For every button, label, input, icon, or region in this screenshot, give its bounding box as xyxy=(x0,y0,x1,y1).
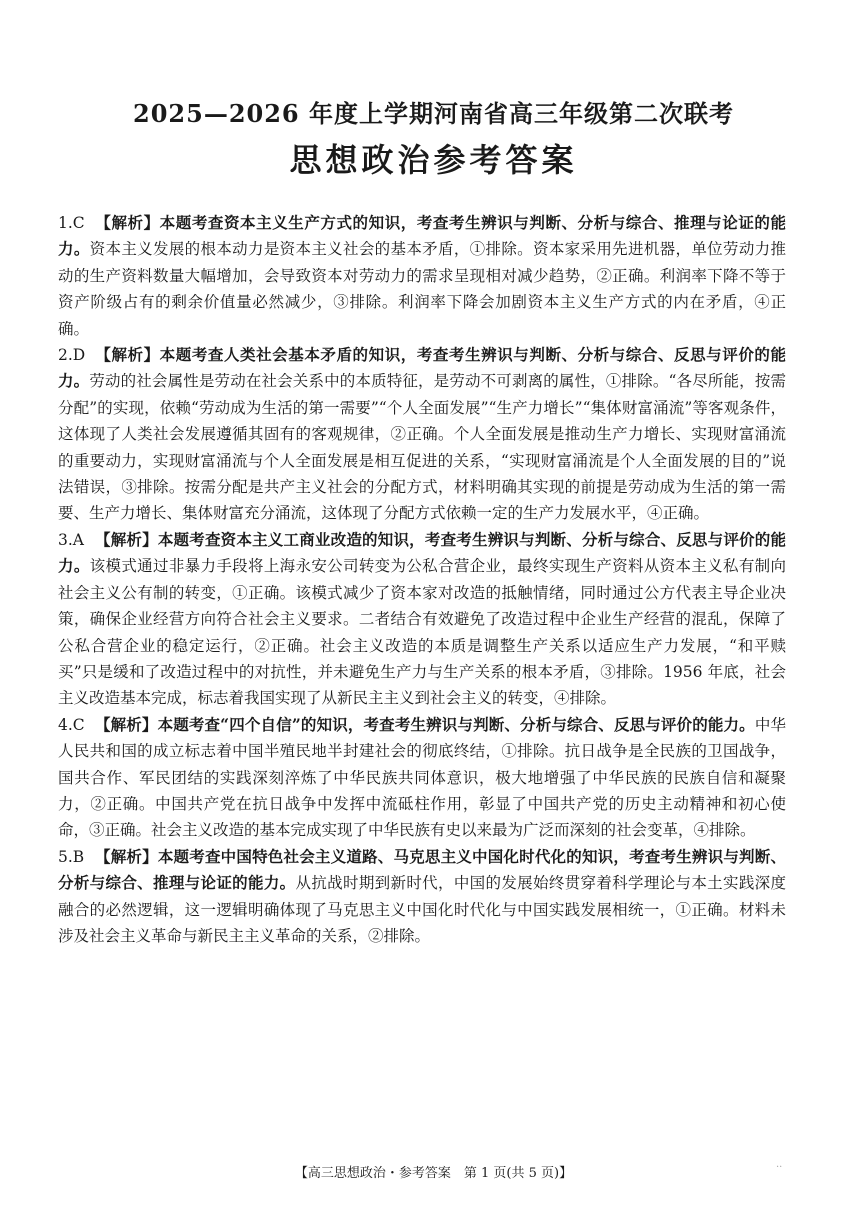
analysis-tag: 【解析】 xyxy=(94,714,158,734)
analysis-tag: 【解析】 xyxy=(94,846,158,866)
corner-mark: ·· xyxy=(776,1162,783,1173)
page-footer: 【高三思想政治・参考答案 第 1 页(共 5 页)】 xyxy=(294,1166,573,1181)
exam-title: 2025—2026 年度上学期河南省高三年级第二次联考 xyxy=(133,99,734,128)
answer-choice: A xyxy=(72,530,84,549)
answer-key-title: 思想政治参考答案 xyxy=(289,141,578,179)
answer-choice: D xyxy=(72,346,86,365)
analysis-body: 资本主义发展的根本动力是资本主义社会的基本矛盾，①排除。资本家采用先进机器，单位劳动力推动的生产资料数量大幅增加，会导致资本对劳动力的需求呈现相对减少趋势，②正确。利润率下降不等于资产阶级占有的剩余价值量必然减少，③排除。利润率下降会加剧资本主义生产方式的内在矛盾，④正确。 xyxy=(58,240,786,338)
analysis-body: 劳动的社会属性是劳动在社会关系中的本质特征，是劳动不可剥离的属性，①排除。“各尽所能，按需分配”的实现，依赖“劳动成为生活的第一需要”“个人全面发展”“生产力增长”“集体财富涌流”等客观条件，这体现了人类社会发展遵循其固有的客观规律，②正确。个人全面发展是推动生产力增长、实现财富涌流的重要动力，实现财富涌流与个人全面发展是相互促进的关系，“实现财富涌流是个人全面发展的目的”说法错误，③排除。按需分配是共产主义社会的分配方式，材料明确其实现的前提是劳动成为生活的第一需要、生产力增长、集体财富充分涌流，这体现了分配方式依赖一定的生产力发展水平，④正确。 xyxy=(58,372,786,523)
answer-item-5 xyxy=(58,844,786,950)
answer-item-3 xyxy=(58,527,786,712)
answer-item-1 xyxy=(58,210,786,342)
answer-choice: B xyxy=(72,847,85,866)
question-number: 5. xyxy=(58,847,73,866)
answer-choice: C xyxy=(72,214,85,232)
answer-list xyxy=(58,210,786,949)
analysis-tag: 【解析】 xyxy=(94,213,160,232)
answer-item-4 xyxy=(58,712,786,844)
analysis-body: 该模式通过非暴力手段将上海永安公司转变为公私合营企业，最终实现生产资料从资本主义私有制向社会主义公有制的转变，①正确。该模式减少了资本家对改造的抵触情绪，同时通过公方代表主导企业决策，确保企业经营方向符合社会主义要求。二者结合有效避免了改造过程中企业生产经营的混乱，保障了公私合营企业的稳定运行，②正确。社会主义改造的本质是调整生产关系以适应生产力发展，“和平赎买”只是缓和了改造过程中的对抗性，并未避免生产力与生产关系的根本矛盾，③排除。1956 年底，社会主义改造基本完成，标志着我国实现了从新民主主义到社会主义的转变，④排除。 xyxy=(58,557,786,708)
analysis-summary: 本题考查“四个自信”的知识，考查考生辨识与判断、分析与综合、反思与评价的能力。 xyxy=(157,714,755,734)
analysis-summary: 本题考查中国特色社会主义道路、马克思主义中国化时代化的知识，考查考生辨识与判断、分析与综合、推理与论证的能力。 xyxy=(58,846,786,893)
analysis-summary: 本题考查人类社会基本矛盾的知识，考查考生辨识与判断、分析与综合、反思与评价的能力。 xyxy=(58,345,786,391)
question-number: 3. xyxy=(58,530,73,549)
analysis-tag: 【解析】 xyxy=(94,529,158,549)
question-number: 2. xyxy=(58,346,73,365)
analysis-summary: 本题考查资本主义工商业改造的知识，考查考生辨识与判断、分析与综合、反思与评价的能力。 xyxy=(58,529,786,576)
question-number: 1. xyxy=(58,214,73,232)
analysis-summary: 本题考查资本主义生产方式的知识，考查考生辨识与判断、分析与综合、推理与论证的能力。 xyxy=(58,213,786,259)
question-number: 4. xyxy=(58,715,73,734)
answer-choice: C xyxy=(72,715,85,734)
analysis-body: 从抗战时期到新时代，中国的发展始终贯穿着科学理论与本土实践深度融合的必然逻辑，这一逻辑明确体现了马克思主义中国化时代化与中国实践发展相统一，①正确。材料未涉及社会主义革命与新民主主义革命的关系，②排除。 xyxy=(58,874,786,945)
analysis-tag: 【解析】 xyxy=(94,345,160,365)
analysis-body: 中华人民共和国的成立标志着中国半殖民地半封建社会的彻底终结，①排除。抗日战争是全民族的卫国战争，国共合作、军民团结的实践深刻淬炼了中华民族共同体意识，极大地增强了中华民族的民族自信和凝聚力，②正确。中国共产党在抗日战争中发挥中流砥柱作用，彰显了中国共产党的历史主动精神和初心使命，③正确。社会主义改造的基本完成实现了中华民族有史以来最为广泛而深刻的社会变革，④排除。 xyxy=(58,715,786,840)
answer-item-2 xyxy=(58,342,786,527)
